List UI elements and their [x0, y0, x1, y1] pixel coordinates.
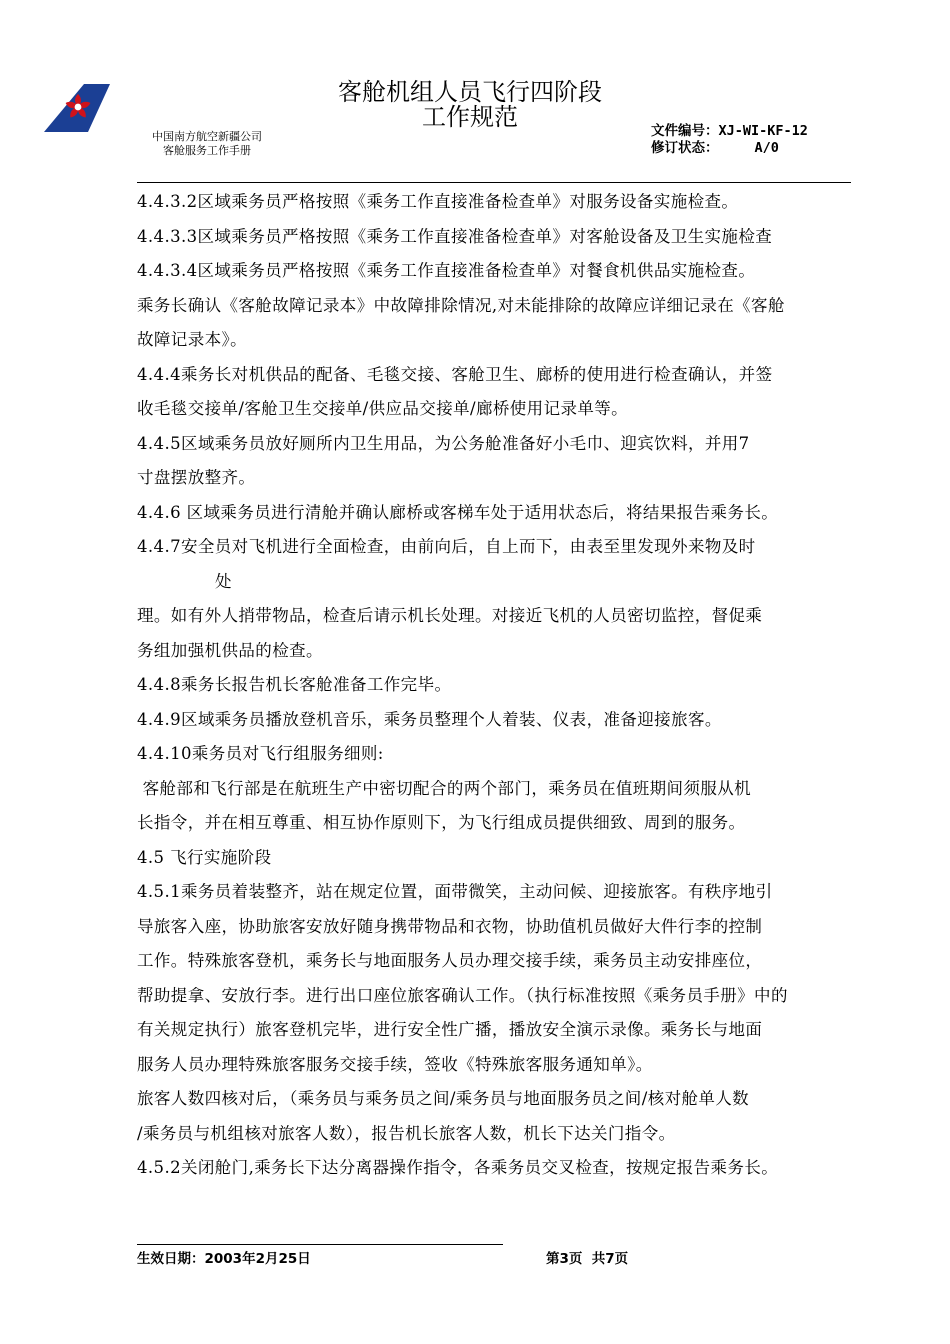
body-line: 4.4.5区域乘务员放好厕所内卫生用品，为公务舱准备好小毛巾、迎宾饮料，并用7 [137, 433, 750, 453]
body-line: 4.5.2关闭舱门,乘务长下达分离器操作指令，各乘务员交叉检查，按规定报告乘务长。 [137, 1158, 779, 1177]
document-number: 文件编号：XJ-WI-KF-12 [651, 123, 808, 139]
header-divider [137, 182, 851, 183]
body-line: 旅客人数四核对后，（乘务员与乘务员之间/乘务员与地面服务员之间/核对舱单人数 [137, 1089, 750, 1108]
body-line: 处 [215, 571, 232, 591]
company-name: 中国南方航空新疆公司 [152, 130, 262, 143]
revision-label: 修订状态： [651, 140, 719, 156]
title-line-1: 客舱机组人员飞行四阶段 [338, 78, 602, 106]
document-body [137, 185, 857, 1186]
effective-date: 生效日期：2003年2月25日 [137, 1251, 311, 1267]
body-line: 4.4.3.3区域乘务员严格按照《乘务工作直接准备检查单》对客舱设备及卫生实施检查 [137, 226, 773, 246]
revision-value: A/0 [754, 140, 779, 156]
body-line: 4.4.6 区域乘务员进行清舱并确认廊桥或客梯车处于适用状态后，将结果报告乘务长。 [137, 502, 779, 522]
body-line: 寸盘摆放整齐。 [137, 468, 256, 487]
body-line: 务组加强机供品的检查。 [137, 640, 323, 660]
footer-divider [137, 1244, 503, 1245]
body-line: 故障记录本》。 [137, 330, 248, 349]
body-line: 有关规定执行）旅客登机完毕，进行安全性广播，播放安全演示录像。乘务长与地面 [137, 1020, 763, 1039]
body-line: 4.4.8乘务长报告机长客舱准备工作完毕。 [137, 675, 452, 694]
body-line: 4.4.4乘务长对机供品的配备、毛毯交接、客舱卫生、廊桥的使用进行检查确认，并签 [137, 364, 773, 384]
page-number: 第3页 共7页 [546, 1251, 629, 1267]
body-line: 4.4.3.2区域乘务员严格按照《乘务工作直接准备检查单》对服务设备实施检查。 [137, 192, 739, 211]
body-line: 4.5.1乘务员着装整齐，站在规定位置，面带微笑，主动问候、迎接旅客。有秩序地引 [137, 882, 773, 901]
body-line: 理。如有外人捎带物品，检查后请示机长处理。对接近飞机的人员密切监控，督促乘 [137, 606, 763, 625]
title-line-2: 工作规范 [422, 103, 518, 131]
body-line: 客舱部和飞行部是在航班生产中密切配合的两个部门，乘务员在值班期间须服从机 [137, 778, 752, 798]
airline-logo [42, 82, 112, 134]
body-line: 导旅客入座，协助旅客安放好随身携带物品和衣物，协助值机员做好大件行李的控制 [137, 916, 763, 936]
section-heading: 4.5 飞行实施阶段 [137, 847, 272, 867]
body-line: 4.4.10乘务员对飞行组服务细则: [137, 744, 384, 763]
body-line: 4.4.9区域乘务员播放登机音乐，乘务员整理个人着装、仪表，准备迎接旅客。 [137, 709, 722, 729]
body-line: /乘务员与机组核对旅客人数），报告机长旅客人数，机长下达关门指令。 [137, 1123, 676, 1143]
revision-status [651, 140, 808, 157]
company-block [137, 130, 277, 158]
body-line: 乘务长确认《客舱故障记录本》中故障排除情况,对未能排除的故障应详细记录在《客舱 [137, 295, 785, 315]
document-title [300, 80, 640, 130]
body-line: 工作。特殊旅客登机，乘务长与地面服务人员办理交接手续，乘务员主动安排座位， [137, 951, 763, 970]
body-line: 服务人员办理特殊旅客服务交接手续，签收《特殊旅客服务通知单》。 [137, 1054, 653, 1074]
body-line: 4.4.3.4区域乘务员严格按照《乘务工作直接准备检查单》对餐食机供品实施检查。 [137, 261, 756, 280]
body-line: 帮助提拿、安放行李。进行出口座位旅客确认工作。（执行标准按照《乘务员手册》中的 [137, 985, 788, 1005]
manual-name: 客舱服务工作手册 [163, 144, 251, 157]
body-line: 长指令，并在相互尊重、相互协作原则下，为飞行组成员提供细致、周到的服务。 [137, 813, 746, 832]
body-line: 收毛毯交接单/客舱卫生交接单/供应品交接单/廊桥使用记录单等。 [137, 399, 629, 418]
body-line: 4.4.7安全员对飞机进行全面检查，由前向后，自上而下，由表至里发现外来物及时 [137, 537, 756, 556]
document-info [651, 123, 808, 157]
